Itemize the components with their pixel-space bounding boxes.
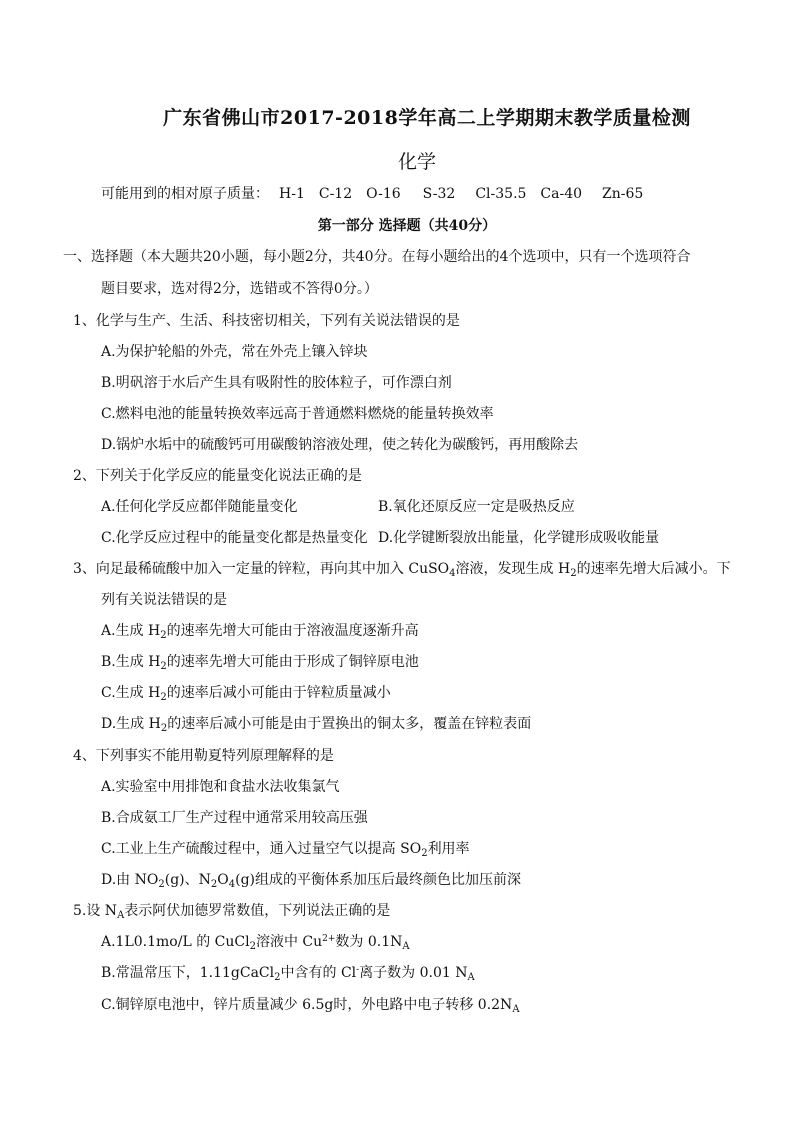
q3-b-part2: 的速率先增大可能由于形成了铜锌原电池 (166, 654, 419, 670)
q1-option-a: A.为保护轮船的外壳，常在外壳上镶入锌块 (101, 344, 368, 360)
q3-a-part2: 的速率先增大可能由于溶液温度逐渐升高 (166, 623, 419, 639)
q5-b-sub1: 2 (274, 972, 281, 983)
q5-c-part1: C.铜锌原电池中，锌片质量减少 6.5g时，外电路中电子转移 0.2N (101, 997, 513, 1013)
q5-b-part1: B.常温常压下，1.11gCaCl (101, 965, 275, 981)
q3-c-part1: C.生成 H (101, 685, 161, 701)
q2-option-b: B.氧化还原反应一定是吸热反应 (378, 499, 575, 515)
q3-stem-sub1: 4 (449, 568, 456, 579)
q5-a-part1: A.1L0.1mo/L 的 CuCl (101, 934, 250, 950)
q5-stem (73, 901, 390, 921)
q5-b-part3: 离子数为 0.01 N (359, 965, 468, 981)
atomic-mass-zn: Zn-65 (602, 186, 644, 202)
q1-option-d: D.锅炉水垢中的硫酸钙可用碳酸钠溶液处理，使之转化为碳酸钙，再用酸除去 (101, 437, 579, 453)
q5-stem-part1: 5.设 N (73, 903, 118, 919)
q3-stem-part-c: 的速率先增大后减小。下 (576, 561, 731, 577)
q5-option-c (101, 995, 520, 1015)
atomic-mass-ca: Ca-40 (540, 186, 583, 202)
q3-a-sub: 2 (160, 630, 167, 641)
q3-option-d (101, 714, 531, 734)
q3-d-part2: 的速率后减小可能是由于置换出的铜太多，覆盖在锌粒表面 (167, 716, 532, 732)
exam-subject: 化学 (397, 151, 436, 173)
q4-option-d (101, 870, 521, 890)
atomic-mass-s: S-32 (422, 186, 456, 202)
q3-a-part1: A.生成 H (101, 623, 161, 639)
q2-option-c: C.化学反应过程中的能量变化都是热量变化 (101, 530, 368, 546)
part1-heading: 第一部分 选择题（共40分） (317, 218, 497, 234)
q3-option-b (101, 652, 419, 672)
q4-d-part2: (g)、N (164, 872, 211, 888)
atomic-mass-o: O-16 (366, 186, 401, 202)
atomic-mass-c: C-12 (318, 186, 353, 202)
q4-d-sub1: 2 (158, 879, 165, 890)
q1-option-c: C.燃料电池的能量转换效率远高于普通燃料燃烧的能量转换效率 (101, 406, 494, 422)
q5-a-part2: 溶液中 Cu (255, 934, 323, 950)
q4-c-sub: 2 (421, 848, 428, 859)
q2-option-d: D.化学键断裂放出能量，化学键形成吸收能量 (378, 530, 660, 546)
q5-option-b (101, 963, 475, 983)
q3-c-part2: 的速率后减小可能由于锌粒质量减小 (166, 685, 391, 701)
q3-c-sub: 2 (160, 692, 167, 703)
atomic-masses-label: 可能用到的相对原子质量： (101, 186, 269, 202)
q4-option-b: B.合成氨工厂生产过程中通常采用较高压强 (101, 810, 368, 826)
q3-option-c (101, 683, 391, 703)
q3-stem (73, 559, 731, 579)
q5-option-a (101, 932, 410, 952)
q5-stem-sub: A (117, 910, 125, 921)
q4-d-part1: D.由 NO (101, 872, 159, 888)
q4-c-part2: 利用率 (427, 841, 470, 857)
q3-stem-part-b: 溶液，发现生成 H (455, 561, 571, 577)
q4-d-sub2: 2 (210, 879, 218, 890)
q5-c-sub: A (512, 1004, 520, 1015)
q5-b-sup: - (356, 965, 360, 975)
q3-stem-part-a: 3、向足最稀硫酸中加入一定量的锌粒，再向其中加入 CuSO (73, 561, 450, 577)
q2-stem: 2、下列关于化学反应的能量变化说法正确的是 (73, 468, 362, 484)
atomic-mass-h: H-1 (279, 186, 305, 202)
q3-b-sub: 2 (160, 661, 167, 672)
q5-a-part3: 数为 0.1N (335, 934, 403, 950)
q4-c-part1: C.工业上生产硫酸过程中，通入过量空气以提高 SO (101, 841, 422, 857)
q4-d-part4: (g)组成的平衡体系加压后最终颜色比加压前深 (235, 872, 521, 888)
q1-option-b: B.明矾溶于水后产生具有吸附性的胶体粒子，可作漂白剂 (101, 375, 452, 391)
q3-option-a (101, 621, 419, 641)
q3-d-sub: 2 (160, 723, 168, 734)
q4-stem: 4、下列事实不能用勒夏特列原理解释的是 (73, 748, 334, 764)
exam-title: 广东省佛山市2017-2018学年高二上学期期末教学质量检测 (163, 107, 691, 129)
q5-stem-part2: 表示阿伏加德罗常数值，下列说法正确的是 (124, 903, 391, 919)
q3-stem-line2: 列有关说法错误的是 (101, 592, 227, 608)
q5-a-sub2: A (402, 941, 410, 952)
q4-option-c (101, 839, 470, 859)
q1-stem: 1、化学与生产、生活、科技密切相关，下列有关说法错误的是 (73, 313, 460, 329)
q3-stem-sub2: 2 (570, 568, 577, 579)
instructions-line2: 题目要求，选对得2分，选错或不答得0分。） (101, 281, 378, 297)
q5-a-sup: 2+ (322, 934, 336, 944)
q4-d-sub3: 4 (228, 879, 236, 890)
q5-b-sub2: A (467, 972, 475, 983)
instructions-line1: 一、选择题（本大题共20小题，每小题2分，共40分。在每小题给出的4个选项中，只有一个选项符合 (63, 249, 691, 265)
q2-option-a: A.任何化学反应都伴随能量变化 (101, 499, 298, 515)
q4-d-part3: O (217, 872, 229, 888)
q5-a-sub1: 2 (249, 941, 256, 952)
q3-b-part1: B.生成 H (101, 654, 161, 670)
atomic-mass-cl: Cl-35.5 (475, 186, 527, 202)
q3-d-part1: D.生成 H (101, 716, 161, 732)
atomic-masses-line (101, 184, 657, 204)
q5-b-part2: 中含有的 Cl (280, 965, 357, 981)
q4-option-a: A.实验室中用排饱和食盐水法收集氯气 (101, 779, 340, 795)
